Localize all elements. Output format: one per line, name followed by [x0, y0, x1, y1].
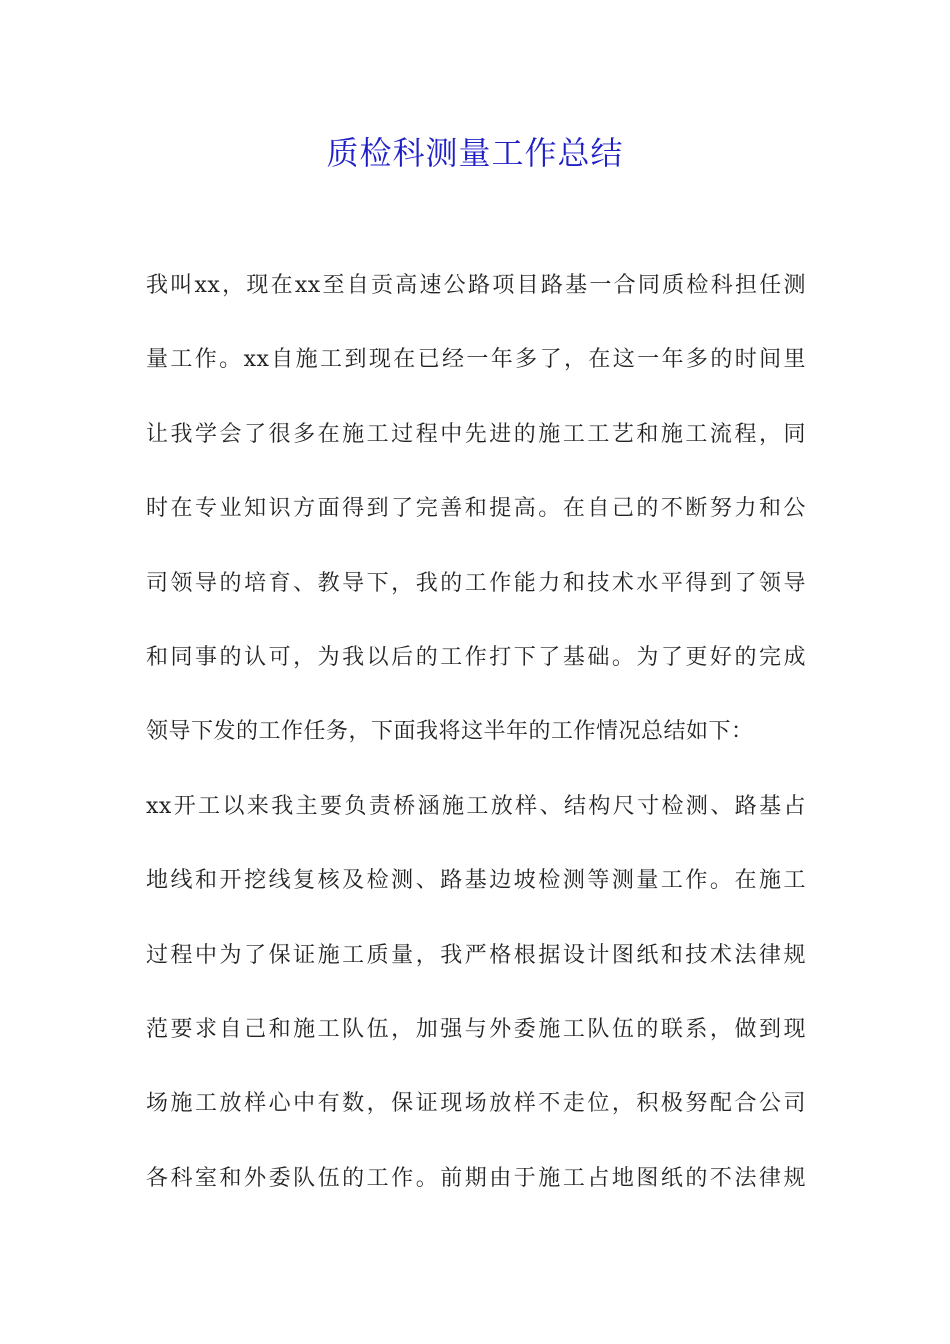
body-line-12: 场施工放样心中有数，保证现场放样不走位，积极努配合公司 [146, 1091, 806, 1117]
body-line-5: 司领导的培育、教导下，我的工作能力和技术水平得到了领导 [146, 570, 806, 596]
body-line-11: 范要求自己和施工队伍，加强与外委施工队伍的联系，做到现 [146, 1016, 806, 1042]
body-line-9: 地线和开挖线复核及检测、路基边坡检测等测量工作。在施工 [146, 868, 806, 894]
body-line-13: 各科室和外委队伍的工作。前期由于施工占地图纸的不法律规 [146, 1165, 806, 1191]
body-line-6: 和同事的认可，为我以后的工作打下了基础。为了更好的完成 [146, 644, 806, 670]
body-line-8: xx开工以来我主要负责桥涵施工放样、结构尺寸检测、路基占 [146, 793, 806, 819]
body-line-7: 领导下发的工作任务，下面我将这半年的工作情况总结如下： [146, 719, 754, 745]
body-line-10: 过程中为了保证施工质量，我严格根据设计图纸和技术法律规 [146, 942, 806, 968]
body-line-4: 时在专业知识方面得到了完善和提高。在自己的不断努力和公 [146, 496, 806, 522]
body-line-3: 让我学会了很多在施工过程中先进的施工工艺和施工流程，同 [146, 421, 806, 447]
body-line-2: 量工作。xx自施工到现在已经一年多了，在这一年多的时间里 [146, 347, 806, 373]
body-line-1: 我叫xx，现在xx至自贡高速公路项目路基一合同质检科担任测 [146, 273, 806, 298]
document-title: 质检科测量工作总结 [326, 134, 624, 172]
document-body [146, 263, 806, 1230]
